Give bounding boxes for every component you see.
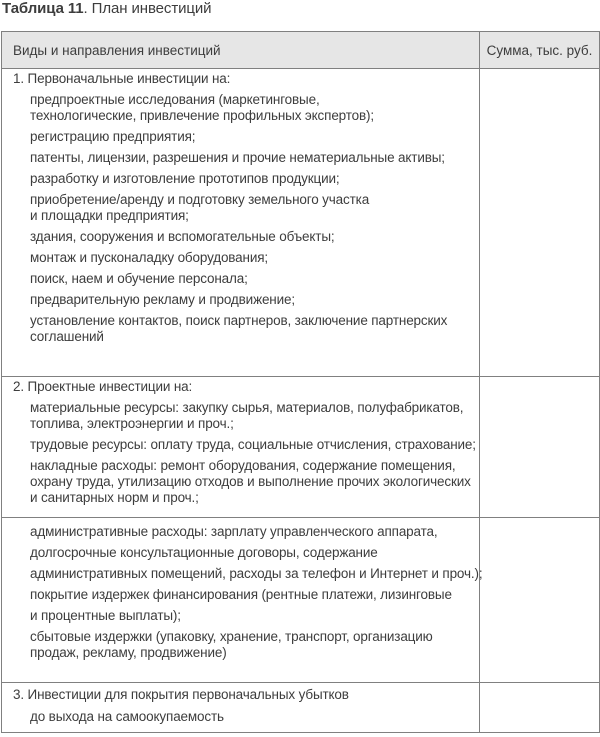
section-title: 1. Первоначальные инвестиции на: — [13, 71, 231, 86]
list-item — [2, 709, 479, 725]
list-item — [2, 608, 479, 624]
list-item-line: сбытовые издержки (упаковку, хранение, транспорт, организацию — [30, 629, 433, 644]
list-item-line: административных помещений, расходы за телефон и Интернет и проч.); — [30, 566, 483, 581]
list-item-line: административные расходы: зарплату управленческого аппарата, — [30, 524, 438, 539]
list-item-line: материальные ресурсы: закупку сырья, материалов, полуфабрикатов, — [30, 400, 464, 415]
table-row — [2, 683, 599, 733]
list-item — [2, 171, 479, 187]
list-item — [2, 400, 479, 432]
list-item — [2, 313, 479, 345]
list-item — [2, 229, 479, 245]
list-item — [2, 458, 479, 506]
list-item — [2, 545, 479, 561]
table-caption-label: Таблица 11 — [2, 0, 84, 17]
list-item — [2, 566, 483, 582]
table-row — [2, 377, 599, 518]
list-item-line: охрану труда, утилизацию отходов и выполнение прочих экологических — [30, 474, 471, 489]
list-item-line: до выхода на самоокупаемость — [30, 709, 224, 724]
list-item — [2, 437, 479, 453]
list-item-line: и санитарных норм и проч.; — [30, 490, 199, 505]
list-item — [2, 292, 479, 308]
list-item-line: и процентные выплаты); — [30, 608, 181, 623]
list-item — [2, 92, 479, 124]
list-item — [2, 129, 479, 145]
list-item — [2, 192, 479, 224]
list-item — [2, 524, 479, 540]
list-item-line: предварительную рекламу и продвижение; — [30, 292, 295, 307]
row-description-cell — [2, 518, 483, 682]
table-row — [2, 518, 599, 683]
row-description-cell — [2, 683, 480, 732]
list-item-line: регистрацию предприятия; — [30, 129, 196, 144]
list-item — [2, 629, 479, 661]
list-item-line: соглашений — [30, 329, 104, 344]
list-item-line: трудовые ресурсы: оплату труда, социальные отчисления, страхование; — [30, 437, 476, 452]
list-item-line: монтаж и пусконаладку оборудования; — [30, 250, 268, 265]
list-item — [2, 250, 479, 266]
table-header — [2, 32, 599, 69]
section-title: 3. Инвестиции для покрытия первоначальных убытков — [13, 687, 349, 702]
list-item — [2, 587, 479, 603]
amount-cell — [480, 377, 599, 517]
list-item-line: установление контактов, поиск партнеров, заключение партнерских — [30, 313, 448, 328]
amount-cell — [480, 518, 599, 682]
list-item-line: и площадки предприятия; — [30, 208, 189, 223]
section-title: 2. Проектные инвестиции на: — [13, 379, 193, 394]
list-item-line: технологические, привлечение профильных экспертов); — [30, 108, 374, 123]
table-body — [2, 69, 599, 733]
list-item-line: приобретение/аренду и подготовку земельного участка — [30, 192, 370, 207]
list-item-line: разработку и изготовление прототипов продукции; — [30, 171, 340, 186]
investment-plan-table — [1, 31, 600, 733]
list-item-line: покрытие издержек финансирования (рентные платежи, лизинговые — [30, 587, 452, 602]
list-item — [2, 271, 479, 287]
header-col-amount: Сумма, тыс. руб. — [486, 42, 593, 58]
table-caption — [2, 0, 211, 18]
list-item-line: топлива, электроэнергии и проч.; — [30, 416, 234, 431]
list-item-line: накладные расходы: ремонт оборудования, содержание помещения, — [30, 458, 456, 473]
list-item-line: поиск, наем и обучение персонала; — [30, 271, 248, 286]
row-description-cell — [2, 69, 480, 376]
list-item-line: продаж, рекламу, продвижение) — [30, 645, 227, 660]
amount-cell — [480, 683, 599, 732]
amount-cell — [480, 69, 599, 376]
header-col-types: Виды и направления инвестиций — [2, 32, 480, 68]
row-description-cell — [2, 377, 480, 517]
list-item — [2, 150, 479, 166]
list-item-line: долгосрочные консультационные договоры, содержание — [30, 545, 378, 560]
list-item-line: здания, сооружения и вспомогательные объекты; — [30, 229, 335, 244]
table-caption-text: . План инвестиций — [83, 0, 212, 17]
list-item-line: предпроектные исследования (маркетинговые, — [30, 92, 320, 107]
list-item-line: патенты, лицензии, разрешения и прочие нематериальные активы; — [30, 150, 445, 165]
table-row — [2, 69, 599, 377]
